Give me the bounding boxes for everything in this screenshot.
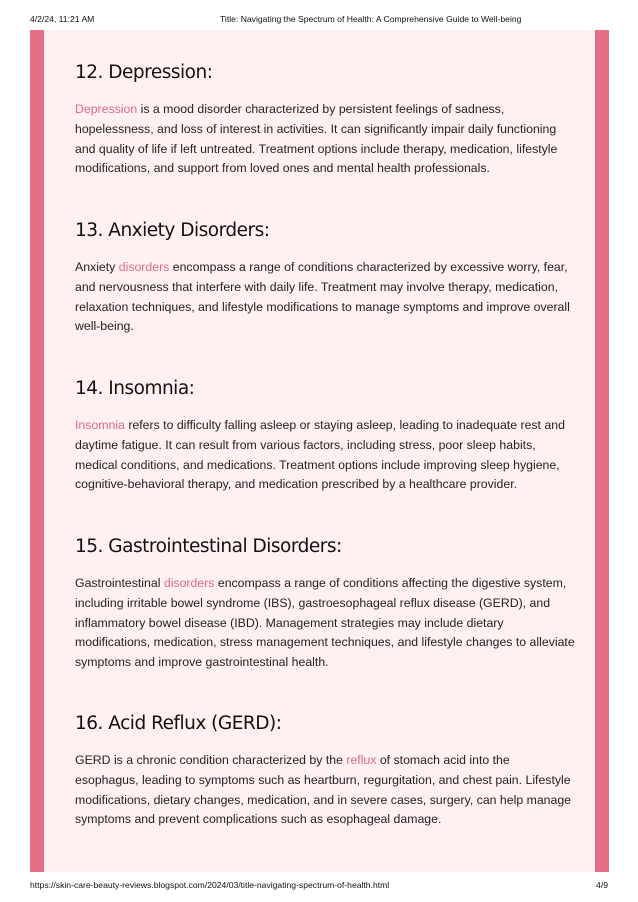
section-acid-reflux: [75, 713, 575, 830]
section-paragraph: [75, 100, 575, 179]
print-footer: [30, 880, 608, 894]
paragraph-text-after: encompass a range of conditions characterized by excessive worry, fear, and nervousness that interfere with daily life. Treatment may involve therapy, medication, relaxation techniques, and lifestyle modifications to manage symptoms and improve overall well-being.: [75, 260, 570, 334]
section-heading: 16. Acid Reflux (GERD):: [75, 713, 282, 734]
section-paragraph: [75, 258, 575, 337]
section-insomnia: [75, 378, 575, 495]
section-paragraph: [75, 751, 575, 830]
section-gastrointestinal-disorders: [75, 536, 575, 673]
disorders-link[interactable]: disorders: [163, 576, 215, 590]
page-frame: [30, 30, 609, 872]
print-header: [30, 14, 608, 28]
depression-link[interactable]: Depression: [75, 102, 138, 116]
section-anxiety-disorders: [75, 220, 575, 337]
page-number: 4/9: [596, 880, 608, 890]
section-depression: [75, 62, 575, 179]
paragraph-text-after: is a mood disorder characterized by persistent feelings of sadness, hopelessness, and loss of interest in activities. It can significantly impair daily functioning and quality of life if left untreated. Treatment options include therapy, medication, lifestyle modifications, and support from loved ones and mental health professionals.: [75, 102, 558, 176]
insomnia-link[interactable]: Insomnia: [75, 418, 125, 432]
section-paragraph: [75, 574, 575, 673]
paragraph-text-before: GERD is a chronic condition characterized by the: [75, 753, 347, 767]
reflux-link[interactable]: reflux: [346, 753, 377, 767]
disorders-link[interactable]: disorders: [118, 260, 170, 274]
section-heading: 15. Gastrointestinal Disorders:: [75, 536, 342, 557]
section-paragraph: [75, 416, 575, 495]
print-page-title: Title: Navigating the Spectrum of Health: A Comprehensive Guide to Well-being: [220, 14, 522, 24]
paragraph-text-after: refers to difficulty falling asleep or staying asleep, leading to inadequate rest and daytime fatigue. It can result from various factors, including stress, poor sleep habits, medical conditions, and medications. Treatment options include improving sleep hygiene, cognitive-behavioral therapy, and medication prescribed by a healthcare provider.: [75, 418, 565, 492]
print-url: https://skin-care-beauty-reviews.blogspot.com/2024/03/title-navigating-spectrum-of-health.html: [30, 880, 390, 890]
paragraph-text-before: Gastrointestinal: [75, 576, 164, 590]
section-heading: 13. Anxiety Disorders:: [75, 220, 270, 241]
paragraph-text-after: of stomach acid into the esophagus, leading to symptoms such as heartburn, regurgitation, and chest pain. Lifestyle modifications, dietary changes, medication, and in severe cases, surgery, can help manage symptoms and prevent complications such as esophageal damage.: [75, 753, 572, 827]
paragraph-text-after: encompass a range of conditions affecting the digestive system, including irritable bowel syndrome (IBS), gastroesophageal reflux disease (GERD), and inflammatory bowel disease (IBD). Management strategies may include dietary modifications, medication, stress management techniques, and lifestyle changes to alleviate symptoms and improve gastrointestinal health.: [75, 576, 575, 670]
section-heading: 12. Depression:: [75, 62, 213, 83]
paragraph-text-before: Anxiety: [75, 260, 119, 274]
print-date: 4/2/24, 11:21 AM: [30, 14, 95, 24]
article-body: [44, 30, 595, 872]
section-heading: 14. Insomnia:: [75, 378, 195, 399]
